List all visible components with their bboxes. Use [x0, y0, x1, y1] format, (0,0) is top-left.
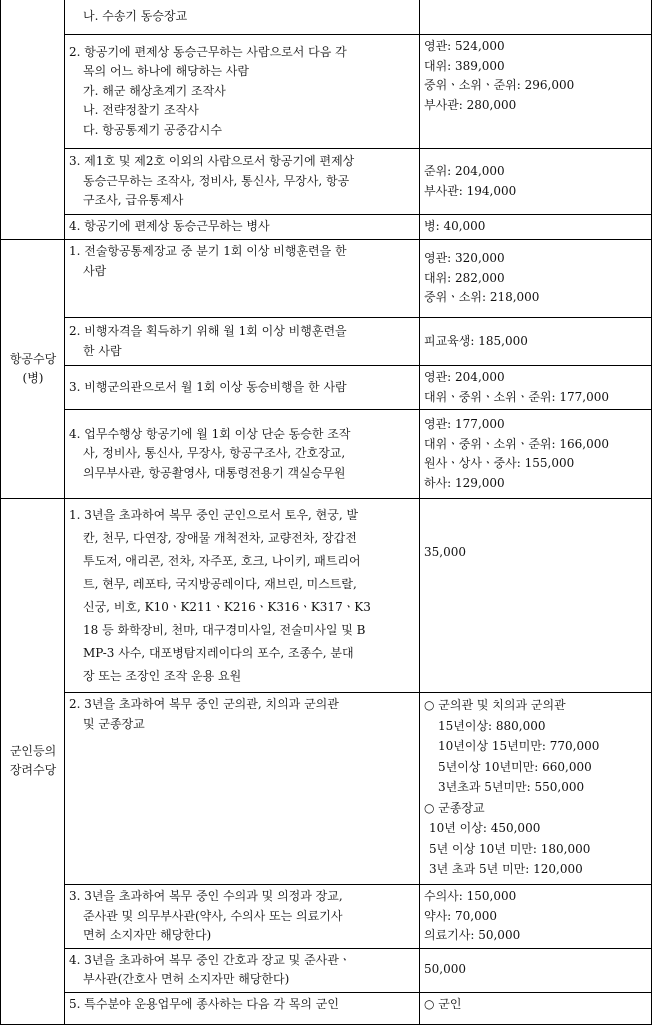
desc-line: 투도저, 애리콘, 전차, 자주포, 호크, 나이키, 패트리어 — [83, 553, 361, 568]
amount-line: 피교육생: 185,000 — [424, 333, 528, 348]
description-cell — [65, 885, 420, 949]
amount-cell — [420, 366, 652, 410]
amount-line: 50,000 — [424, 962, 466, 977]
category-label: 군인등의 — [9, 743, 57, 758]
amount-cell — [420, 318, 652, 366]
category-cell-incentive-allowance — [1, 499, 65, 1025]
amount-line: 부사관: 280,000 — [424, 97, 517, 112]
table-row — [1, 693, 652, 885]
desc-line: 3. 3년을 초과하여 복무 중인 수의과 및 의정과 장교, — [69, 889, 343, 903]
desc-line: 1. 전술항공통제장교 중 분기 1회 이상 비행훈련을 한 — [69, 244, 347, 258]
desc-line: 사, 정비사, 통신사, 무장사, 항공구조사, 간호장교, — [83, 446, 346, 461]
desc-line: 2. 3년을 초과하여 복무 중인 군의관, 치의과 군의관 — [69, 697, 339, 711]
amount-line: 하사: 129,000 — [424, 475, 505, 490]
amount-line: 원사ㆍ상사ㆍ중사: 155,000 — [424, 456, 575, 470]
category-label: (병) — [22, 371, 44, 385]
amount-cell — [420, 149, 652, 215]
amount-group-heading: ○ 군의관 및 치의과 군의관 — [424, 698, 566, 712]
amount-cell — [420, 885, 652, 949]
amount-line: 대위ㆍ중위ㆍ소위ㆍ준위: 166,000 — [424, 436, 609, 451]
desc-line: 장 또는 조장인 조작 운용 요원 — [83, 668, 242, 683]
desc-line: 준사관 및 의무부사관(약사, 수의사 또는 의료기사 — [83, 908, 343, 923]
description-cell — [65, 992, 420, 1024]
amount-line: 준위: 204,000 — [424, 164, 505, 178]
amount-cell — [420, 992, 652, 1024]
amount-line: 5년 이상 10년 미만: 180,000 — [429, 841, 591, 856]
desc-line: 4. 항공기에 편제상 동승근무하는 병사 — [69, 219, 270, 234]
desc-line: 3. 제1호 및 제2호 이외의 사람으로서 항공기에 편제상 — [69, 154, 355, 169]
amount-cell — [420, 410, 652, 499]
description-cell — [65, 240, 420, 318]
amount-group-heading: ○ 군종장교 — [424, 800, 485, 815]
desc-line: 3. 비행군의관으로서 월 1회 이상 동승비행을 한 사람 — [69, 379, 347, 394]
amount-cell — [420, 35, 652, 149]
desc-line: 4. 3년을 초과하여 복무 중인 간호과 장교 및 준사관ㆍ — [69, 952, 351, 967]
amount-line: 영관: 204,000 — [424, 370, 505, 384]
table-row — [1, 410, 652, 499]
desc-line: 칸, 천무, 다연장, 장애물 개척전차, 교량전차, 장갑전 — [83, 530, 357, 545]
category-cell-empty — [1, 35, 65, 149]
amount-line: 대위: 389,000 — [424, 58, 505, 73]
category-cell-flight-allowance — [1, 240, 65, 499]
amount-line: 영관: 177,000 — [424, 417, 505, 431]
table-row — [1, 215, 652, 240]
desc-line: 및 군종장교 — [83, 716, 145, 731]
description-cell — [65, 410, 420, 499]
description-cell — [65, 149, 420, 215]
description-cell — [65, 366, 420, 410]
table-row — [1, 948, 652, 992]
amount-cell — [420, 948, 652, 992]
amount-cell — [420, 215, 652, 240]
amount-line: 대위ㆍ중위ㆍ소위ㆍ준위: 177,000 — [424, 389, 609, 404]
category-label: 항공수당 — [9, 351, 57, 366]
amount-line: 부사관: 194,000 — [424, 183, 517, 198]
desc-line: 면허 소지자만 해당한다) — [83, 928, 212, 942]
desc-line: 동승근무하는 조작사, 정비사, 통신사, 무장사, 항공 — [83, 173, 350, 188]
table-row — [1, 885, 652, 949]
table-row — [1, 35, 652, 149]
table-row — [1, 499, 652, 693]
amount-cell-empty — [420, 0, 652, 35]
table-row — [1, 240, 652, 318]
amount-line: 영관: 320,000 — [424, 251, 505, 266]
desc-line: 나. 수송기 동승장교 — [83, 8, 188, 23]
desc-line: 5. 특수분야 운용업무에 종사하는 다음 각 목의 군인 — [69, 996, 339, 1011]
amount-line: 3년 초과 5년 미만: 120,000 — [429, 862, 583, 876]
desc-line: 의무부사관, 항공촬영사, 대통령전용기 객실승무원 — [83, 465, 346, 480]
amount-cell — [420, 693, 652, 885]
amount-line: 병: 40,000 — [424, 219, 486, 234]
desc-line: 부사관(간호사 면허 소지자만 해당한다) — [83, 972, 290, 986]
table-row — [1, 0, 652, 35]
desc-line: 다. 항공통제기 공중감시수 — [83, 122, 222, 137]
category-cell-empty — [1, 215, 65, 240]
amount-line: 중위ㆍ소위ㆍ준위: 296,000 — [424, 78, 575, 92]
desc-line: 구조사, 급유통제사 — [83, 193, 184, 208]
table-row — [1, 318, 652, 366]
amount-line: ○ 군인 — [424, 996, 462, 1011]
desc-line: 나. 전략정찰기 조작사 — [83, 103, 199, 118]
desc-line: MP-3 사수, 대포병탐지레이다의 포수, 조종수, 분대 — [83, 645, 354, 660]
desc-line: 사람 — [83, 263, 107, 278]
desc-line: 신궁, 비호, K10ㆍK211ㆍK216ㆍK316ㆍK317ㆍK3 — [83, 599, 371, 614]
category-cell-empty — [1, 0, 65, 35]
description-cell — [65, 215, 420, 240]
category-cell-empty — [1, 149, 65, 215]
amount-line: 3년초과 5년미만: 550,000 — [438, 780, 585, 794]
table-row — [1, 149, 652, 215]
desc-line: 2. 비행자격을 획득하기 위해 월 1회 이상 비행훈련을 — [69, 324, 347, 338]
desc-line: 18 등 화학장비, 천마, 대구경미사일, 전술미사일 및 B — [83, 622, 366, 637]
table-row — [1, 992, 652, 1024]
description-cell — [65, 948, 420, 992]
amount-line: 약사: 70,000 — [424, 908, 498, 923]
description-cell — [65, 35, 420, 149]
table-row — [1, 366, 652, 410]
desc-line: 한 사람 — [83, 343, 122, 358]
amount-line: 15년이상: 880,000 — [438, 718, 546, 733]
desc-line: 트, 현무, 레포타, 국지방공레이다, 재브린, 미스트랄, — [83, 576, 357, 591]
description-cell — [65, 693, 420, 885]
amount-line: 의료기사: 50,000 — [424, 928, 521, 942]
amount-line: 중위ㆍ소위: 218,000 — [424, 290, 540, 305]
desc-line: 2. 항공기에 편제상 동승근무하는 사람으로서 다음 각 — [69, 44, 347, 59]
amount-cell — [420, 499, 652, 693]
amount-line: 영관: 524,000 — [424, 39, 505, 53]
category-label: 장려수당 — [9, 763, 57, 778]
amount-line: 35,000 — [424, 545, 466, 559]
desc-line: 4. 업무수행상 항공기에 월 1회 이상 단순 동승한 조작 — [69, 426, 351, 441]
description-cell — [65, 0, 420, 35]
amount-cell — [420, 240, 652, 318]
amount-line: 10년 이상: 450,000 — [429, 821, 541, 835]
description-cell — [65, 499, 420, 693]
desc-line: 목의 어느 하나에 해당하는 사람 — [83, 64, 249, 79]
amount-line: 5년이상 10년미만: 660,000 — [438, 759, 592, 774]
amount-line: 대위: 282,000 — [424, 270, 505, 285]
description-cell — [65, 318, 420, 366]
desc-line: 가. 해군 해상초계기 조작사 — [83, 83, 226, 98]
amount-line: 10년이상 15년미만: 770,000 — [438, 739, 600, 753]
desc-line: 1. 3년을 초과하여 복무 중인 군인으로서 토우, 현궁, 발 — [69, 507, 359, 522]
amount-line: 수의사: 150,000 — [424, 889, 517, 903]
